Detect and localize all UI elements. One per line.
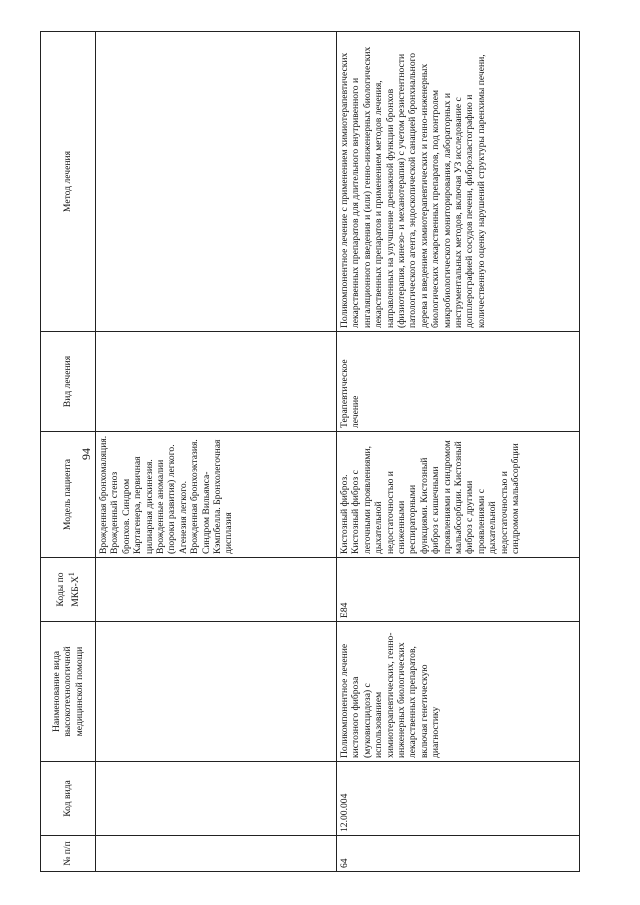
cell-icd (96, 558, 337, 622)
rotated-table-container (40, 32, 600, 872)
cell-type (96, 332, 337, 432)
cell-name: Поликомпонентное лечение кистозного фиброза (муковисцидоза) с использованием химиотерапевтических, генно-инженерных биологических лекарственных препаратов, включая генетическую диагностику (337, 622, 580, 762)
cell-num (96, 836, 337, 872)
header-icd (41, 558, 96, 622)
header-type: Вид лечения (41, 332, 96, 432)
cell-model: Врожденная бронхомаляция. Врожденный стеноз бронхов. Синдром Картагенера, первичная цилиарная дискинезия. Врожденные аномалии (пороки развития) легкого. Агенезия легкого. Врожденная бронхоэктазия. Синдром Вильямса-Кэмпбелла. Бронхолегочная дисплазия (96, 432, 337, 558)
cell-type: Терапевтическое лечение (337, 332, 580, 432)
page-number: 94 (79, 448, 93, 460)
header-code: Код вида (41, 762, 96, 836)
cell-method: Поликомпонентное лечение с применением химиотерапевтических лекарственных препаратов для длительного внутривенного и ингаляционного введения и (или) генно-инженерных биологических лекарственных препаратов и применением методов лечения, направленных на улучшение дренажной функции бронхов (физиотерапия, кинезо- и механотерапия) с учетом резистентности патологического агента, эндоскопической санацией бронхиального дерева и введением химиотерапевтических и генно-инженерных биологических лекарственных препаратов, под контролем микробиологического мониторирования, лабораторных и инструментальных методов, включая УЗ исследование с допплерографией сосудов печени, фиброэластографию и количественную оценку нарушений структуры паренхимы печени, (337, 32, 580, 332)
header-name: Наименование вида высокотехнологичной медицинской помощи (41, 622, 96, 762)
header-icd-label: Коды по МКБ-Х (54, 572, 82, 607)
cell-icd: E84 (337, 558, 580, 622)
cell-name (96, 622, 337, 762)
vmp-table (40, 31, 580, 872)
cell-method (96, 32, 337, 332)
header-model: Модель пациента (41, 432, 96, 558)
table-header-row (41, 32, 96, 872)
header-num: № п/п (41, 836, 96, 872)
cell-model: Кистозный фиброз. Кистозный фиброз с легочными проявлениями, дыхательной недостаточностью и сниженными респираторными функциями. Кистозный фиброз с кишечными проявлениями и синдромом мальабсорбции. Кистозный фиброз с другими проявлениями с дыхательной недостаточностью и синдромом мальабсорбции (337, 432, 580, 558)
header-icd-footnote: 1 (66, 572, 76, 577)
cell-num: 64 (337, 836, 580, 872)
header-method: Метод лечения (41, 32, 96, 332)
table-row (96, 32, 337, 872)
table-row (337, 32, 580, 872)
cell-code: 12.00.004 (337, 762, 580, 836)
cell-code (96, 762, 337, 836)
